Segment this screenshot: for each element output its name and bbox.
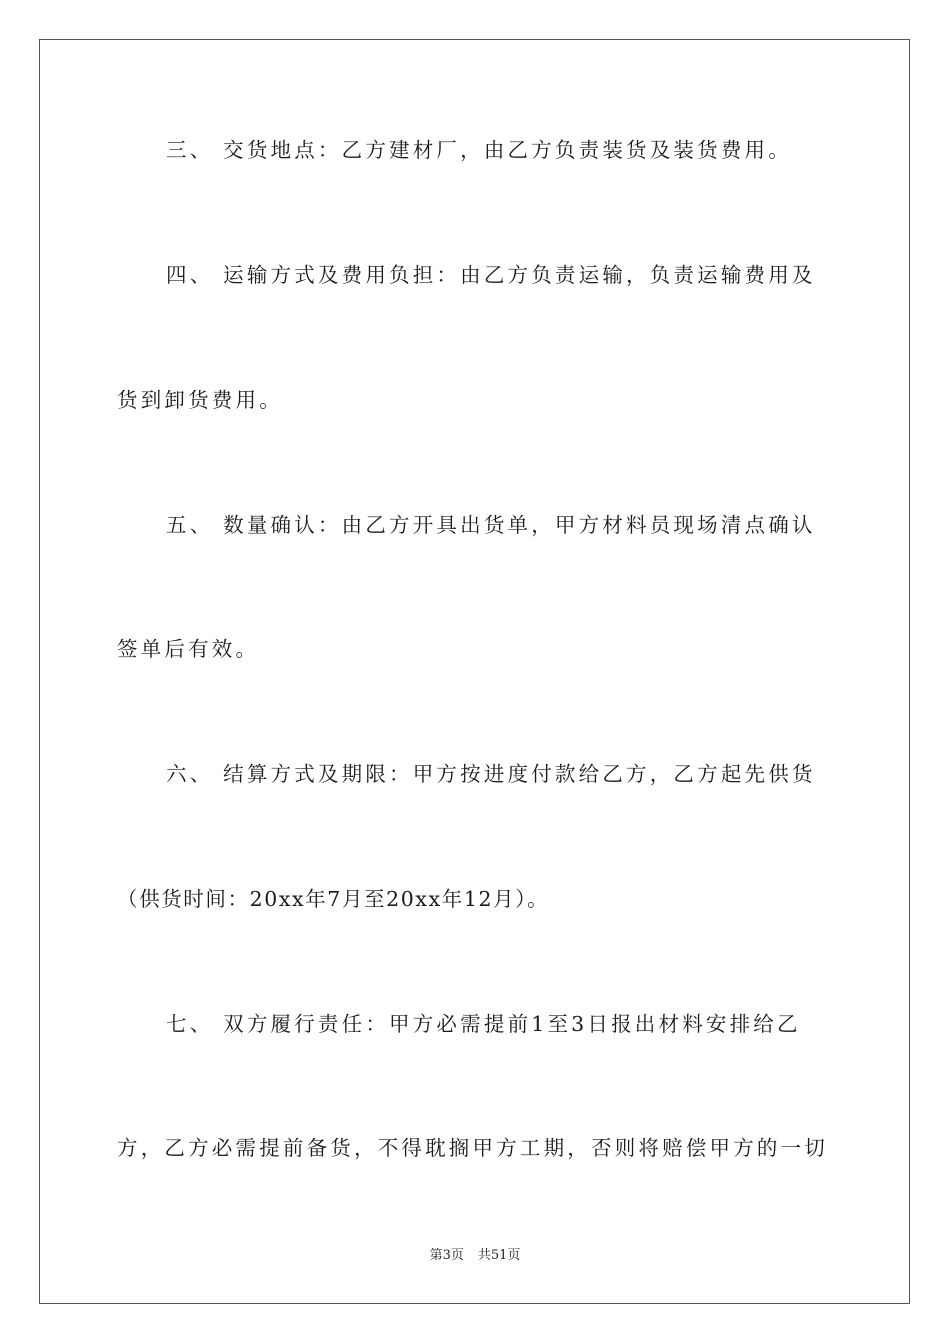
page-border bbox=[39, 39, 910, 1304]
clause-4-continuation: 货到卸货费用。 bbox=[117, 388, 283, 412]
clause-7-continuation: 方，乙方必需提前备货，不得耽搁甲方工期，否则将赔偿甲方的一切 bbox=[117, 1136, 828, 1160]
clause-7-responsibilities: 七、 双方履行责任：甲方必需提前1至3日报出材料安排给乙 bbox=[166, 1012, 801, 1036]
page-footer bbox=[0, 1248, 950, 1264]
page-number: 第3页 bbox=[429, 1248, 464, 1263]
page-total: 共51页 bbox=[477, 1248, 521, 1263]
clause-6-continuation: （供货时间：20xx年7月至20xx年12月）。 bbox=[117, 887, 550, 911]
clause-5-quantity-confirmation: 五、 数量确认：由乙方开具出货单，甲方材料员现场清点确认 bbox=[166, 513, 816, 537]
clause-6-settlement: 六、 结算方式及期限：甲方按进度付款给乙方，乙方起先供货 bbox=[166, 762, 816, 786]
clause-5-continuation: 签单后有效。 bbox=[117, 637, 260, 661]
clause-3-delivery-location: 三、 交货地点：乙方建材厂，由乙方负责装货及装货费用。 bbox=[166, 138, 792, 162]
clause-4-transport-cost: 四、 运输方式及费用负担：由乙方负责运输，负责运输费用及 bbox=[166, 263, 816, 287]
